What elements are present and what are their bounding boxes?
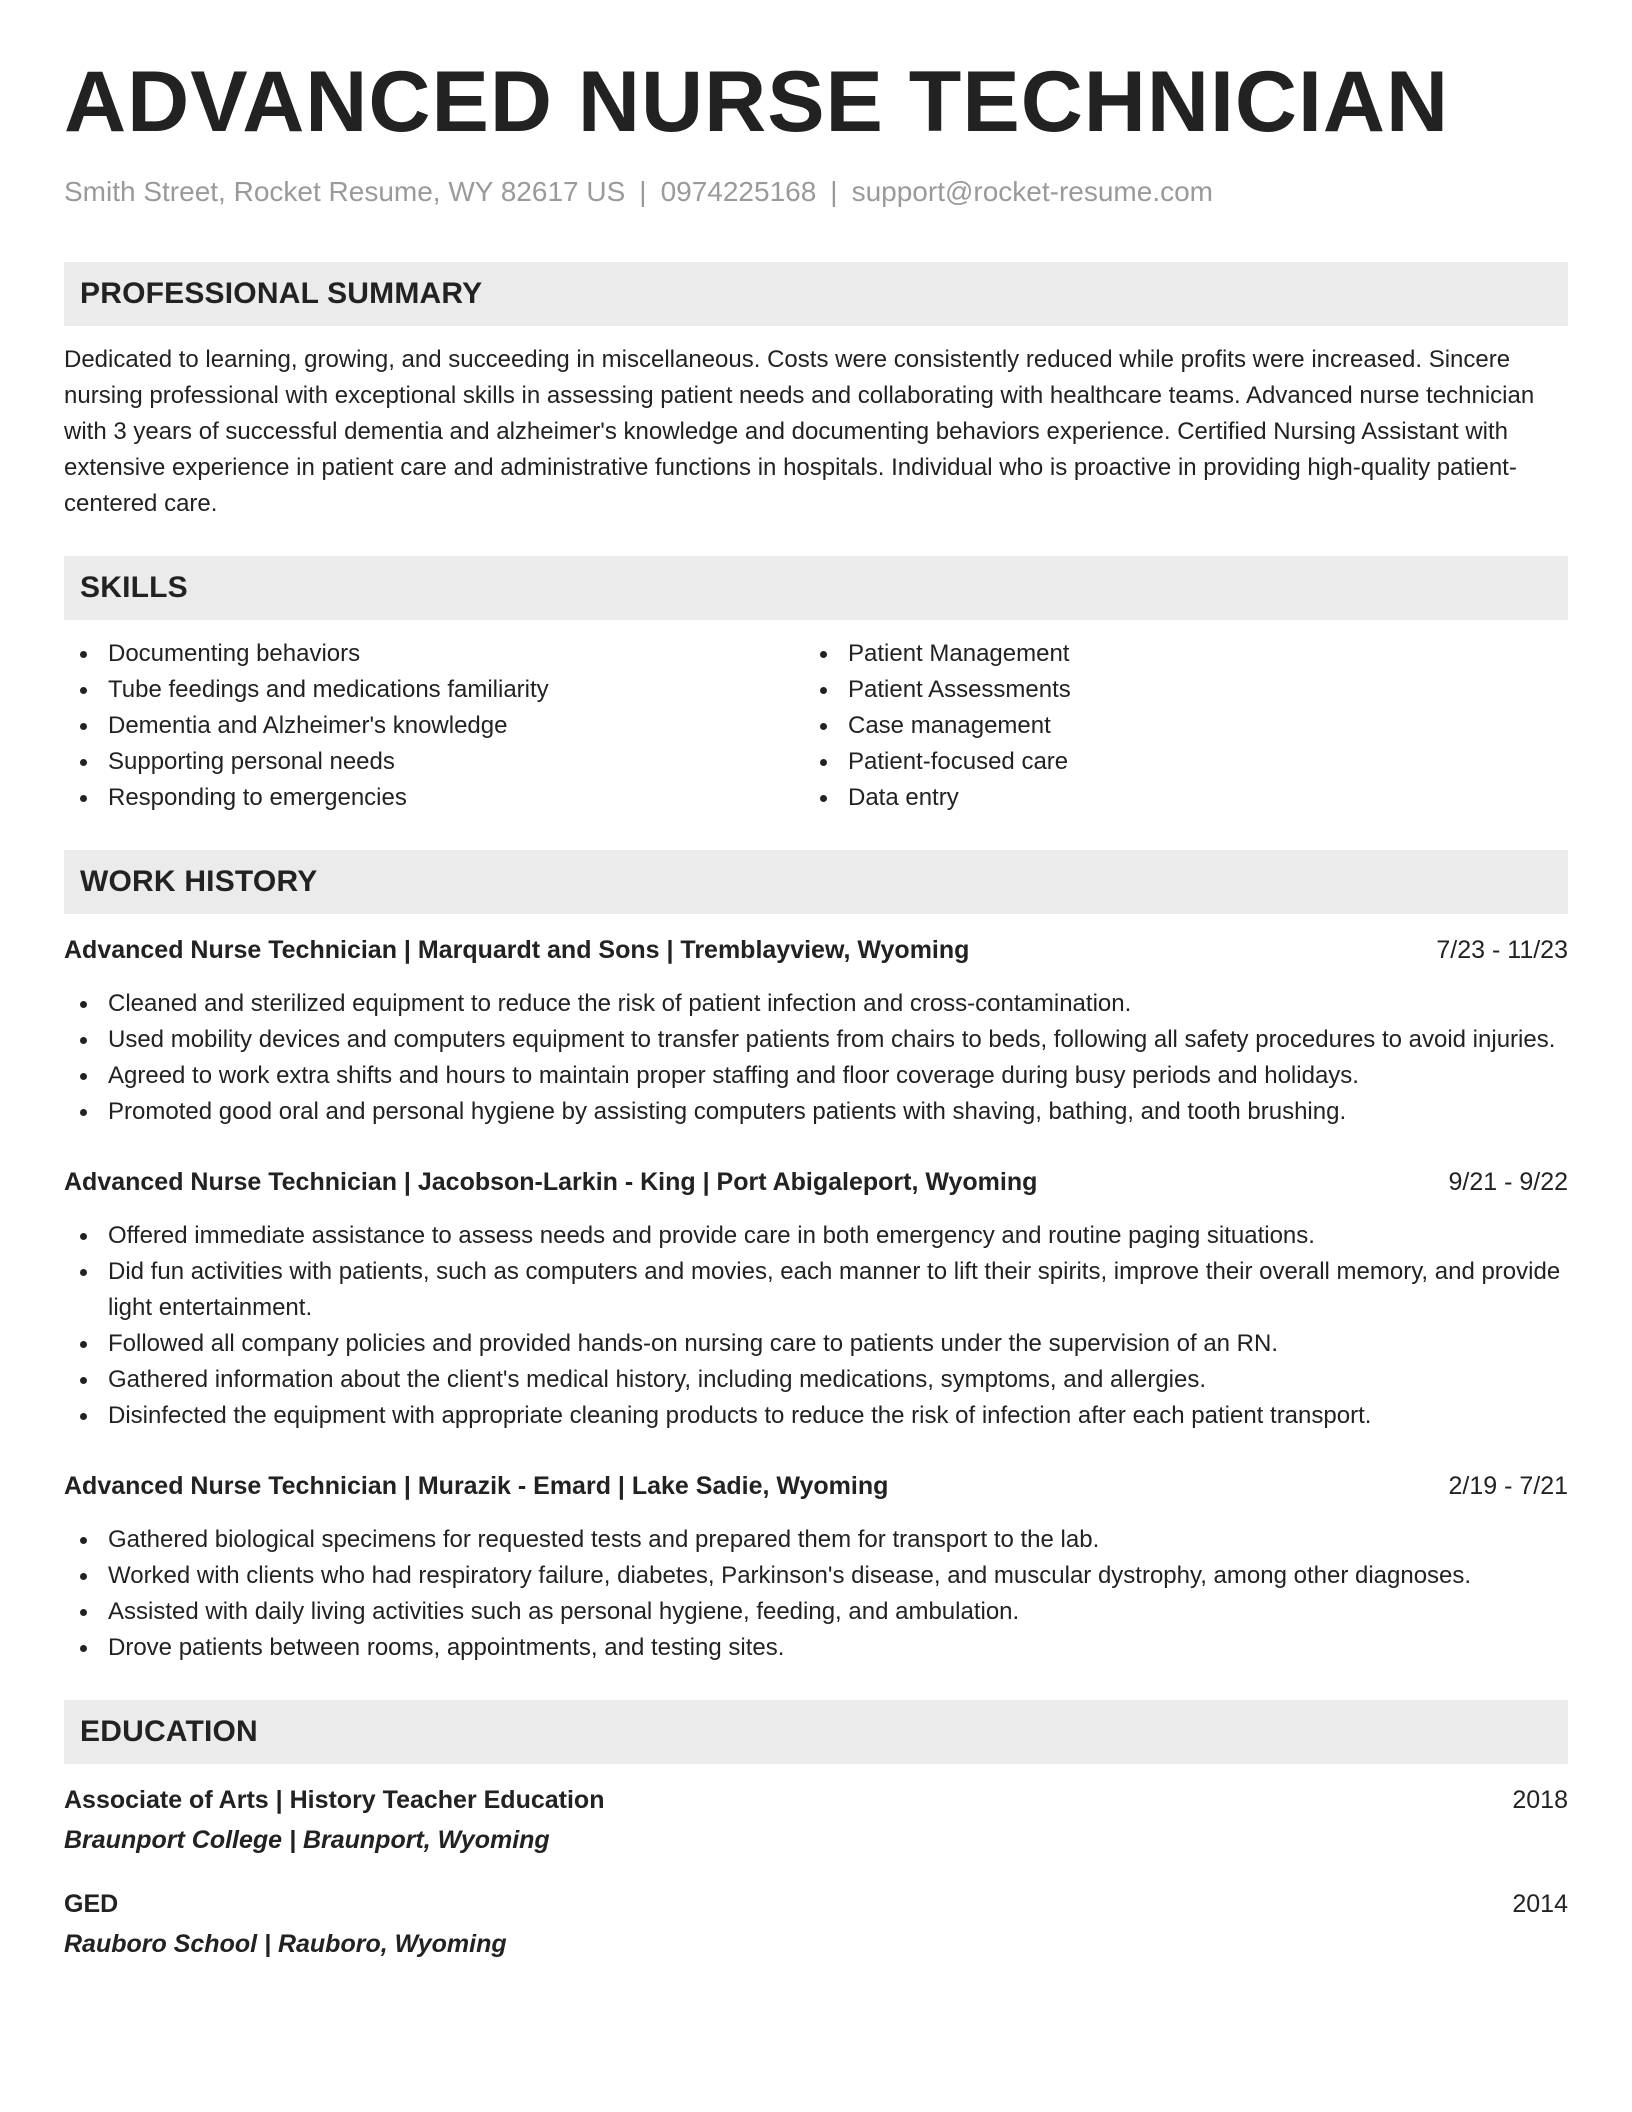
skills-list (64, 636, 1568, 816)
summary-section-header (64, 262, 1568, 326)
contact-separator: | (639, 176, 647, 207)
summary-heading: PROFESSIONAL SUMMARY (80, 277, 483, 310)
job-bullet: Cleaned and sterilized equipment to reduce the risk of patient infection and cross-contamination. (64, 986, 1568, 1022)
job-date: 2/19 - 7/21 (1448, 1472, 1568, 1500)
job-date: 9/21 - 9/22 (1448, 1168, 1568, 1196)
job-bullet: Followed all company policies and provided hands-on nursing care to patients under the supervision of an RN. (64, 1326, 1568, 1362)
skill-item: Tube feedings and medications familiarity (64, 672, 804, 708)
education-year: 2018 (1512, 1786, 1568, 1814)
education-entry (64, 1782, 1568, 1858)
job-bullet: Gathered information about the client's medical history, including medications, symptoms, and allergies. (64, 1362, 1568, 1398)
job-title: Advanced Nurse Technician | Jacobson-Larkin - King | Port Abigaleport, Wyoming (64, 1168, 1038, 1196)
job-bullet: Agreed to work extra shifts and hours to maintain proper staffing and floor coverage during busy periods and holidays. (64, 1058, 1568, 1094)
job-bullet: Offered immediate assistance to assess needs and provide care in both emergency and routine paging situations. (64, 1218, 1568, 1254)
summary-text: Dedicated to learning, growing, and succeeding in miscellaneous. Costs were consistently reduced while profits were increased. Sincere nursing professional with exceptional skills in assessing patient needs and collaborating with healthcare teams. Advanced nurse technician with 3 years of successful dementia and alzheimer's knowledge and documenting behaviors experience. Certified Nursing Assistant with extensive experience in patient care and administrative functions in hospitals. Individual who is proactive in providing high-quality patient-centered care. (64, 346, 1535, 517)
contact-separator: | (830, 176, 838, 207)
job-date: 7/23 - 11/23 (1436, 936, 1568, 964)
contact-line (64, 174, 1568, 210)
job-entry (64, 1164, 1568, 1434)
work-heading: WORK HISTORY (80, 865, 318, 898)
skills-heading: SKILLS (80, 571, 188, 604)
education-year: 2014 (1512, 1890, 1568, 1918)
skill-item: Dementia and Alzheimer's knowledge (64, 708, 804, 744)
skill-item: Documenting behaviors (64, 636, 804, 672)
skill-item: Supporting personal needs (64, 744, 804, 780)
job-bullets (64, 986, 1568, 1130)
job-bullets (64, 1522, 1568, 1666)
job-bullet: Drove patients between rooms, appointments, and testing sites. (64, 1630, 1568, 1666)
work-section-header (64, 850, 1568, 914)
skill-item: Responding to emergencies (64, 780, 804, 816)
education-entry (64, 1886, 1568, 1962)
skill-item: Patient Assessments (804, 672, 1544, 708)
job-bullet: Promoted good oral and personal hygiene by assisting computers patients with shaving, bathing, and tooth brushing. (64, 1094, 1568, 1130)
job-header (64, 1468, 1568, 1504)
skills-column-left (64, 636, 804, 816)
job-title: Advanced Nurse Technician | Marquardt and Sons | Tremblayview, Wyoming (64, 936, 970, 964)
skills-column-right (804, 636, 1544, 816)
education-school: Rauboro School | Rauboro, Wyoming (64, 1930, 507, 1958)
job-entry (64, 932, 1568, 1130)
skill-item: Data entry (804, 780, 1544, 816)
contact-email: support@rocket-resume.com (851, 176, 1214, 207)
job-bullet: Assisted with daily living activities such as personal hygiene, feeding, and ambulation. (64, 1594, 1568, 1630)
job-bullet: Did fun activities with patients, such as computers and movies, each manner to lift their spirits, improve their overall memory, and provide light entertainment. (64, 1254, 1568, 1326)
job-header (64, 932, 1568, 968)
job-entry (64, 1468, 1568, 1666)
education-heading: EDUCATION (80, 1715, 258, 1748)
job-bullet: Gathered biological specimens for requested tests and prepared them for transport to the lab. (64, 1522, 1568, 1558)
education-section-header (64, 1700, 1568, 1764)
skills-section-header (64, 556, 1568, 620)
skill-item: Case management (804, 708, 1544, 744)
education-degree: GED (64, 1890, 119, 1918)
education-header (64, 1886, 1568, 1922)
education-school: Braunport College | Braunport, Wyoming (64, 1826, 550, 1854)
job-bullet: Used mobility devices and computers equipment to transfer patients from chairs to beds, following all safety procedures to avoid injuries. (64, 1022, 1568, 1058)
contact-address: Smith Street, Rocket Resume, WY 82617 US (64, 176, 626, 207)
candidate-name: ADVANCED NURSE TECHNICIAN (64, 54, 1450, 150)
job-bullet: Disinfected the equipment with appropriate cleaning products to reduce the risk of infection after each patient transport. (64, 1398, 1568, 1434)
job-bullet: Worked with clients who had respiratory failure, diabetes, Parkinson's disease, and muscular dystrophy, among other diagnoses. (64, 1558, 1568, 1594)
job-title: Advanced Nurse Technician | Murazik - Emard | Lake Sadie, Wyoming (64, 1472, 889, 1500)
education-degree: Associate of Arts | History Teacher Education (64, 1786, 605, 1814)
job-header (64, 1164, 1568, 1200)
skill-item: Patient-focused care (804, 744, 1544, 780)
job-bullets (64, 1218, 1568, 1434)
contact-phone: 0974225168 (660, 176, 817, 207)
skill-item: Patient Management (804, 636, 1544, 672)
education-header (64, 1782, 1568, 1818)
